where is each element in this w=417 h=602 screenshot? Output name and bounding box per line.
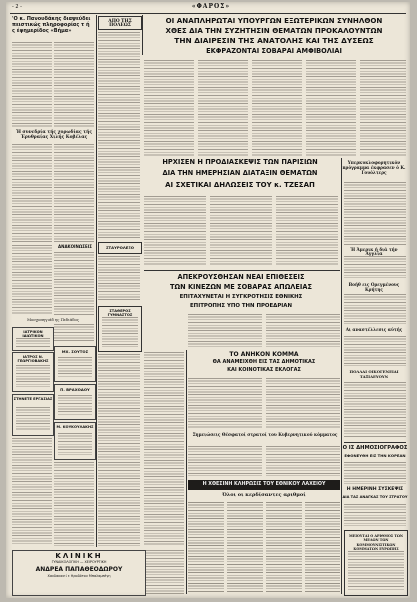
main-headline-line4: ΕΚΦΡΑΖΟΝΤΑΙ ΣΟΒΑΡΑΙ ΑΜΦΙΒΟΛΙΑΙ	[206, 47, 342, 55]
divider	[344, 442, 406, 443]
party-headline-line1: ΤΟ ΑΝΗΚΟΝ ΚΟΜΜΑ	[229, 351, 299, 358]
right-text-block	[344, 336, 406, 366]
ad-text	[16, 407, 50, 431]
right-text-block	[344, 504, 406, 526]
gym-ad-title: ΣΤΑΘΕΡΟΣ ΓΥΜΝΑΣΤΟΣ	[107, 309, 133, 317]
left-text-block	[54, 252, 94, 315]
right-subhead-2: Βοήθ εις Ορεγμένους Κρήτης	[348, 282, 400, 293]
left-text-block	[54, 42, 94, 127]
right-text-block	[344, 256, 406, 278]
header-rule	[10, 13, 406, 14]
ad-box	[12, 394, 54, 436]
small-headline: Σημειώσεις Θέσφατοί στρατοί του Κυβερνητικού κόμματος	[192, 432, 338, 437]
second-text-block	[276, 196, 338, 266]
second-headline-line3: ΑΙ ΣΧΕΤΙΚΑΙ ΔΗΛΩΣΕΙΣ ΤΟΥ κ. ΤΖΕΣΑΠ	[165, 181, 315, 189]
obits-title: ΑΝΑΚΟΙΝΩΣΕΙΣ	[58, 244, 92, 249]
crossword-box	[98, 242, 142, 254]
second-headline-line2: ΔΙΑ ΤΗΝ ΗΜΕΡΗΣΙΑΝ ΔΙΑΤΑΞΙΝ ΘΕΜΑΤΩΝ	[162, 169, 318, 177]
gym-ad-box	[98, 306, 142, 352]
ad-text	[16, 365, 50, 387]
left-text-block	[12, 438, 52, 546]
right-text-block	[344, 294, 406, 324]
main-text-block	[144, 60, 194, 156]
china-headline-line1: ΑΠΕΚΡΟΥΣΘΗΣΑΝ ΝΕΑΙ ΕΠΙΘΕΣΕΙΣ	[177, 273, 305, 281]
right-headline: Υπερκυκλοφορητικόν πρόγραμμα έκφρασεν ό Κ. Γουόλτερς	[342, 160, 406, 176]
right-subhead-3: Αι αναστέλλεσις αύτής	[345, 327, 403, 332]
party-text-block	[188, 446, 262, 476]
china-headline-line3: ΕΠΙΤΑΧΥΝΕΤΑΙ Η ΣΥΓΚΡΟΤΗΣΙΣ ΕΘΝΙΚΗΣ	[179, 294, 303, 300]
second-headline-line1: ΗΡΧΙΣΕΝ Η ΠΡΟΔΙΑΣΚΕΨΙΣ ΤΩΝ ΠΑΡΙΣΙΩΝ	[162, 158, 318, 166]
lottery-numbers	[305, 502, 340, 594]
left-text-block	[54, 324, 94, 342]
lottery-numbers	[227, 502, 263, 594]
right-text-block	[344, 462, 406, 484]
meeting-headline-2: ΔΙΑ ΤΑΣ ΑΝΑΓΚΑΣ ΤΟΥ ΣΤΡΑΤΟΥ	[342, 495, 408, 499]
ad-text	[58, 357, 92, 377]
party-text-block	[266, 446, 340, 476]
communist-box-title: ΜΕΙΟΥΤΑΙ Ο ΑΡΙΘΜΟΣ ΤΩΝ ΜΕΛΩΝ ΤΩΝ ΚΟΜΜΟΥΝΙΣΤΙΚΩΝ ΚΟΜΜΑΤΩΝ ΕΥΡΩΠΗΣ	[349, 534, 403, 551]
clinic-address: Χανδακασ ί ε Ηροδότου Μπαλαμπέγη	[47, 574, 111, 579]
lottery-numbers	[266, 502, 302, 594]
ad-box	[54, 422, 96, 460]
ad-box	[54, 346, 96, 382]
crossword-title: ΣΤΑΥΡΟΛΕΞΟ	[105, 245, 135, 250]
ad-title: ΙΑΤΡΟΣ Ν. ΓΕΩΡΓΙΟΒΑΚΗΣ	[17, 355, 49, 363]
main-headline-line2: ΧΘΕΣ ΔΙΑ ΤΗΝ ΣΥΖΗΤΗΣΙΝ ΘΕΜΑΤΩΝ ΠΡΟΚΑΛΟΥΝΤΩΝ	[165, 26, 383, 35]
china-text-block	[266, 314, 340, 348]
left-text-block	[54, 462, 94, 546]
col3-text-block	[146, 550, 184, 594]
clinic-ad	[12, 550, 146, 596]
column-rule	[186, 350, 187, 594]
journalist-headline-1: Ο ΙΣ ΔΗΜΟΣΙΟΓΡΑΦΟΣ	[342, 445, 408, 451]
column-rule	[341, 158, 342, 594]
gym-ad-text	[102, 317, 138, 347]
col3-text-block	[144, 352, 184, 546]
ad-text	[16, 338, 50, 348]
col2-text-block	[98, 32, 140, 238]
main-text-block	[198, 60, 248, 156]
ad-title: ΙΑΤΡΙΚΟΝ ΙΔΙΩΤΙΚΟΝ	[22, 330, 44, 338]
ad-box	[12, 327, 54, 351]
main-headline-line3: ΤΗΝ ΔΙΑΙΡΕΣΙΝ ΤΗΣ ΑΝΑΤΟΛΗΣ ΚΑΙ ΤΗΣ ΔΥΣΕΩΣ	[174, 36, 374, 45]
column-rule	[96, 15, 97, 547]
party-headline-line3: ΚΑΙ ΚΟΙΝΟΤΙΚΑΣ ΕΚΛΟΓΑΣ	[227, 367, 301, 373]
second-text-block	[210, 196, 272, 266]
right-text-block	[344, 182, 406, 246]
ad-box	[54, 384, 96, 420]
lottery-numbers	[188, 502, 224, 594]
city-news-title: ΑΠΟ ΤΗΣ ΠΟΛΕΩΣ	[108, 19, 132, 29]
right-subhead-1: Ή Άμερικ ή διά τήν Αγγλία	[350, 247, 398, 257]
left-headline: 'Ο κ. Πανουδάκης διαψεύδει πειστικώς πληροφορίας τ ή ς έφημερίδος «Βήμα»	[12, 16, 91, 34]
ad-title: Π. ΒΡΑΧΟΔΟΥ	[60, 387, 90, 392]
masthead: «ΦΑΡΟΣ»	[191, 3, 231, 10]
party-text-block	[266, 378, 340, 428]
city-news-box	[98, 16, 142, 30]
right-subhead-4: ΠΟΛΛΑΙ ΟΙΚΟΓΕΝΕΙΑΙ ΤΑΞΙΔΕΥΟΥΝ	[349, 369, 399, 379]
main-text-block	[252, 60, 302, 156]
col2-text-block	[98, 256, 140, 302]
left-subhead: Ή συνεδρία τής χορωδίας τής Έρυθραίας Χιλής Κοβέλας	[15, 130, 93, 141]
ad-text	[58, 433, 92, 455]
ad-title: ΣΤΗΝΕΤΕ ΕΡΓΑΣΙΑΣ	[13, 397, 53, 401]
lottery-title: Η ΧΘΕΣΙΝΗ ΚΛΗΡΩΣΙΣ ΤΟΥ ΕΘΝΙΚΟΥ ΛΑΧΕΙΟΥ	[188, 480, 340, 490]
ad-title: Μ. ΚΟΥΚΟΥΛΑΚΗΣ	[56, 425, 94, 429]
left-text-block	[12, 42, 52, 127]
journalist-headline-2: ΕΦΟΝΕΥΘΗ ΕΙΣ ΤΗΝ ΚΟΡΕΑΝ	[344, 453, 406, 458]
communist-box-text	[348, 551, 404, 591]
ad-text	[58, 395, 92, 415]
left-note: Μοσχοπηγιάδ ης Πεδιάδος	[27, 317, 79, 322]
left-text-block	[12, 144, 52, 242]
communist-box	[344, 530, 408, 596]
main-text-block	[360, 60, 406, 156]
clinic-title: ΚΛΙΝΙΚΗ	[55, 552, 103, 560]
clinic-subtitle: ΓΥΝΑΙΚΟΛΟΓΙΚΗ — ΧΕΙΡΟΥΡΓΙΚΗ	[51, 560, 107, 565]
ad-box	[12, 352, 54, 392]
divider	[144, 270, 340, 271]
page-number: - 2 -	[12, 4, 22, 10]
col2-text-block	[98, 354, 140, 546]
main-text-block	[306, 60, 356, 156]
newspaper-page	[6, 2, 410, 598]
china-headline-line4: ΕΠΙΤΡΟΠΗΣ ΥΠΟ ΤΗΝ ΠΡΟΕΔΡΙΑΝ	[190, 303, 292, 309]
right-text-block	[344, 382, 406, 438]
left-text-block	[12, 245, 52, 315]
lottery-subtitle: Όλοι οι κερδίσαντες αριθμοί	[222, 492, 306, 498]
clinic-name: ΑΝΔΡΕΑ ΠΑΠΑΘΕΟΔΩΡΟΥ	[35, 565, 123, 573]
left-text-block	[54, 144, 94, 242]
party-headline-line2: ΘΑ ΑΝΑΜΕΙΧΘΗ ΕΙΣ ΤΑΣ ΔΗΜΟΤΙΚΑΣ	[212, 359, 316, 365]
second-text-block	[144, 196, 206, 266]
ad-title: ΜΧ. ΣΟΥΤΟΣ	[61, 349, 89, 354]
meeting-headline-1: Η ΗΜΕΡΙΝΗ ΣΥΣΚΕΨΙΣ	[346, 487, 404, 492]
main-headline-line1: ΟΙ ΑΝΑΠΛΗΡΩΤΑΙ ΥΠΟΥΡΓΩΝ ΕΞΩΤΕΡΙΚΩΝ ΣΥΝΗΛΘΟΝ	[165, 16, 383, 25]
column-rule	[142, 15, 143, 55]
party-text-block	[188, 378, 262, 428]
china-headline-line2: ΤΩΝ ΚΙΝΕΖΩΝ ΜΕ ΣΟΒΑΡΑΣ ΑΠΩΛΕΙΑΣ	[170, 283, 312, 291]
china-text-block	[188, 314, 262, 348]
